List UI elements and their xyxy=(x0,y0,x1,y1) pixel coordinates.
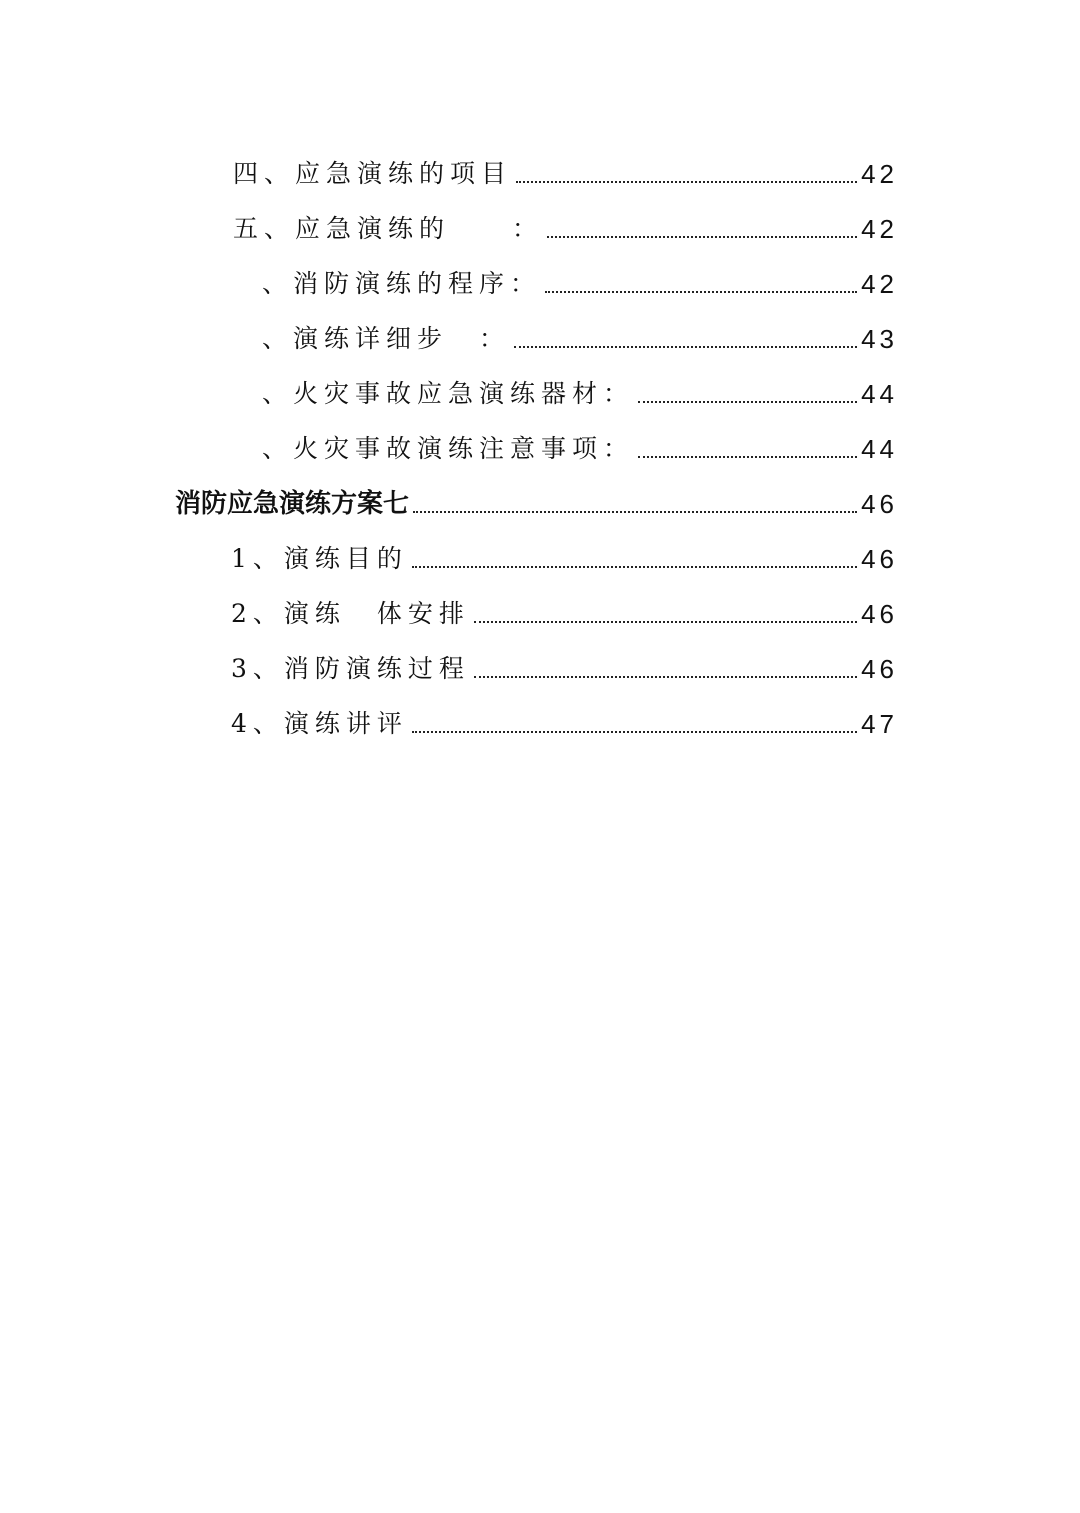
toc-entry-page-number: 46 xyxy=(861,599,898,629)
dot-leader xyxy=(638,401,857,403)
toc-entry-title: 1、演练目的 xyxy=(231,544,408,573)
toc-entry-drill-review[interactable] xyxy=(231,702,898,742)
toc-entry-section-4[interactable] xyxy=(233,152,898,192)
toc-entry-title: 、火灾事故演练注意事项： xyxy=(262,434,635,463)
toc-entry-title: 3、消防演练过程 xyxy=(231,654,470,683)
dot-leader xyxy=(638,456,857,458)
toc-entry-page-number: 43 xyxy=(861,324,898,354)
dot-leader xyxy=(514,346,857,348)
toc-entry-title: 、消防演练的程序： xyxy=(262,269,542,298)
dot-leader xyxy=(474,676,857,678)
toc-entry-drill-arrangement[interactable] xyxy=(231,592,898,632)
toc-entry-page-number: 42 xyxy=(861,269,898,299)
toc-entry-title: 五、应急演练的 ： xyxy=(233,214,544,243)
toc-entry-drill-procedure[interactable] xyxy=(262,262,898,302)
toc-entry-drill-process[interactable] xyxy=(231,647,898,687)
toc-entry-title: 消防应急演练方案七 xyxy=(175,489,410,519)
toc-entry-page-number: 46 xyxy=(861,489,898,519)
toc-entry-drill-equipment[interactable] xyxy=(262,372,898,412)
dot-leader xyxy=(412,566,857,568)
dot-leader xyxy=(545,291,857,293)
toc-entry-page-number: 46 xyxy=(861,654,898,684)
toc-entry-page-number: 44 xyxy=(861,379,898,409)
toc-entry-page-number: 44 xyxy=(861,434,898,464)
toc-entry-page-number: 42 xyxy=(861,159,898,189)
toc-entry-page-number: 42 xyxy=(861,214,898,244)
dot-leader xyxy=(412,731,857,733)
toc-entry-section-5[interactable] xyxy=(233,207,898,247)
toc-entry-title: 2、演练 体安排 xyxy=(231,599,470,628)
dot-leader xyxy=(413,511,857,513)
toc-entry-drill-purpose[interactable] xyxy=(231,537,898,577)
toc-entry-drill-precautions[interactable] xyxy=(262,427,898,467)
dot-leader xyxy=(547,236,857,238)
toc-entry-page-number: 47 xyxy=(861,709,898,739)
dot-leader xyxy=(516,181,857,183)
toc-entry-title: 4、演练讲评 xyxy=(231,709,408,738)
toc-entry-title: 四、应急演练的项目 xyxy=(233,159,513,188)
toc-entry-drill-steps[interactable] xyxy=(262,317,898,357)
toc-entry-title: 、火灾事故应急演练器材： xyxy=(262,379,635,408)
toc-entry-page-number: 46 xyxy=(861,544,898,574)
dot-leader xyxy=(474,621,857,623)
toc-entry-plan-7[interactable] xyxy=(175,482,898,522)
toc-entry-title: 、演练详细步 ： xyxy=(262,324,511,353)
